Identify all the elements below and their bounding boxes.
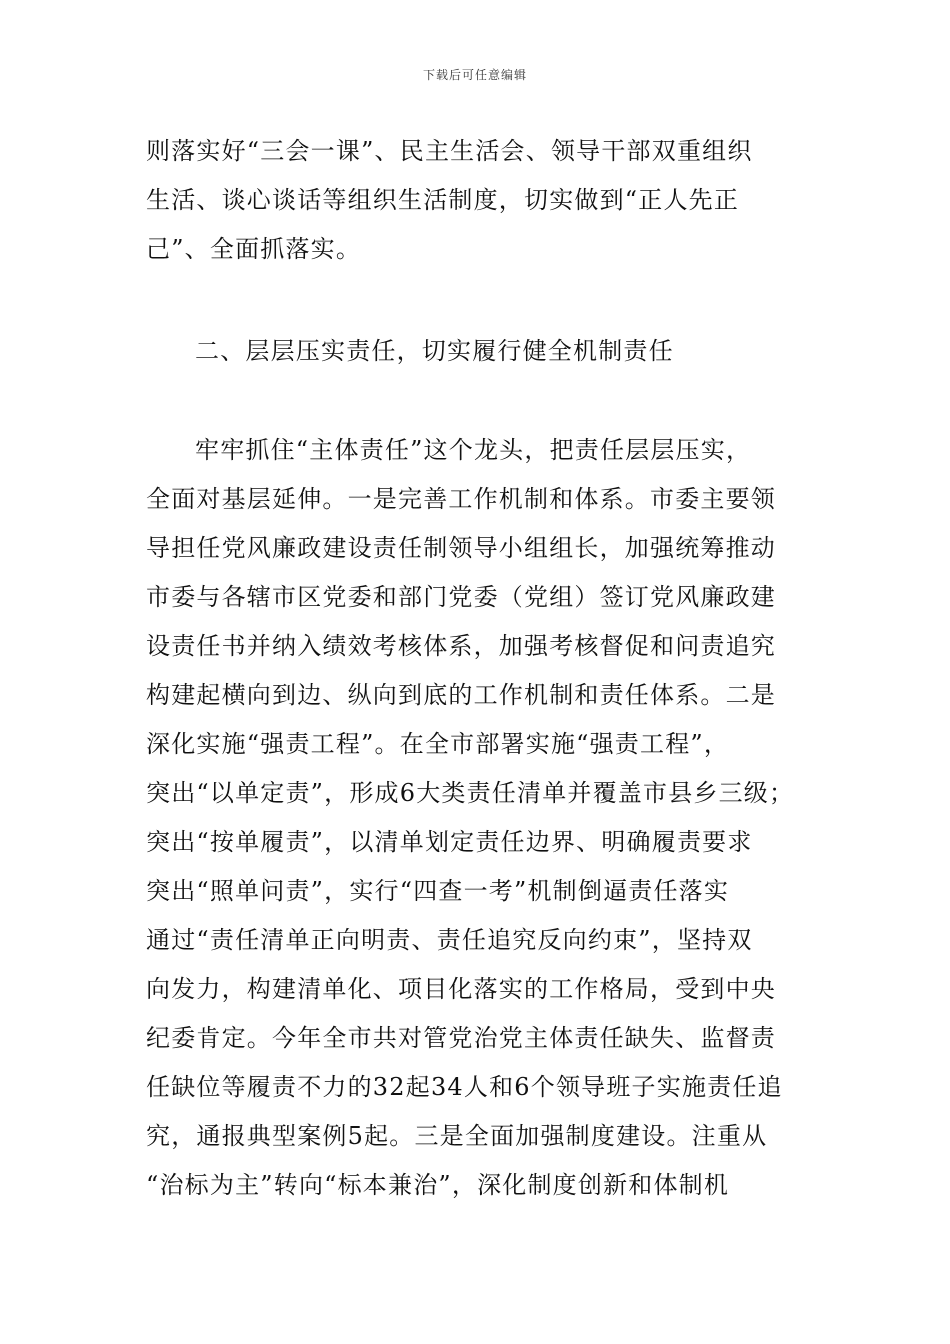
text-line: 己”、全面抓落实。 — [146, 235, 362, 263]
text-line: 究，通报典型案例5起。三是全面加强制度建设。注重从 — [146, 1122, 768, 1150]
text-line: 构建起横向到边、纵向到底的工作机制和责任体系。二是 — [146, 681, 776, 709]
text-line: 通过“责任清单正向明责、责任追究反向约束”，坚持双 — [146, 926, 753, 954]
text-line: 任缺位等履责不力的32起34人和6个领导班子实施责任追 — [146, 1073, 783, 1101]
text-line: 生活、谈心谈话等组织生活制度，切实做到“正人先正 — [146, 186, 740, 214]
text-line: “治标为主”转向“标本兼治”，深化制度创新和体制机 — [146, 1171, 730, 1199]
text-line: 突出“以单定责”，形成6大类责任清单并覆盖市县乡三级； — [146, 779, 795, 807]
text-line: 全面对基层延伸。一是完善工作机制和体系。市委主要领 — [146, 485, 776, 513]
text-line: 突出“照单问责”，实行“四查一考”机制倒逼责任落实 — [146, 877, 730, 905]
text-line: 牢牢抓住“主体责任”这个龙头，把责任层层压实， — [195, 436, 752, 464]
section-heading: 二、层层压实责任，切实履行健全机制责任 — [195, 337, 674, 365]
page-header: 下载后可任意编辑 — [422, 68, 527, 82]
text-line: 导担任党风廉政建设责任制领导小组组长，加强统筹推动 — [146, 534, 776, 562]
text-line: 纪委肯定。今年全市共对管党治党主体责任缺失、监督责 — [146, 1024, 776, 1052]
text-line: 市委与各辖市区党委和部门党委（党组）签订党风廉政建 — [146, 583, 776, 611]
text-line: 突出“按单履责”，以清单划定责任边界、明确履责要求 — [146, 828, 753, 856]
text-line: 深化实施“强责工程”。在全市部署实施“强责工程”， — [146, 730, 730, 758]
text-line: 向发力，构建清单化、项目化落实的工作格局，受到中央 — [146, 975, 776, 1003]
text-line: 则落实好“三会一课”、民主生活会、领导干部双重组织 — [146, 137, 753, 165]
text-line: 设责任书并纳入绩效考核体系，加强考核督促和问责追究 — [146, 632, 776, 660]
